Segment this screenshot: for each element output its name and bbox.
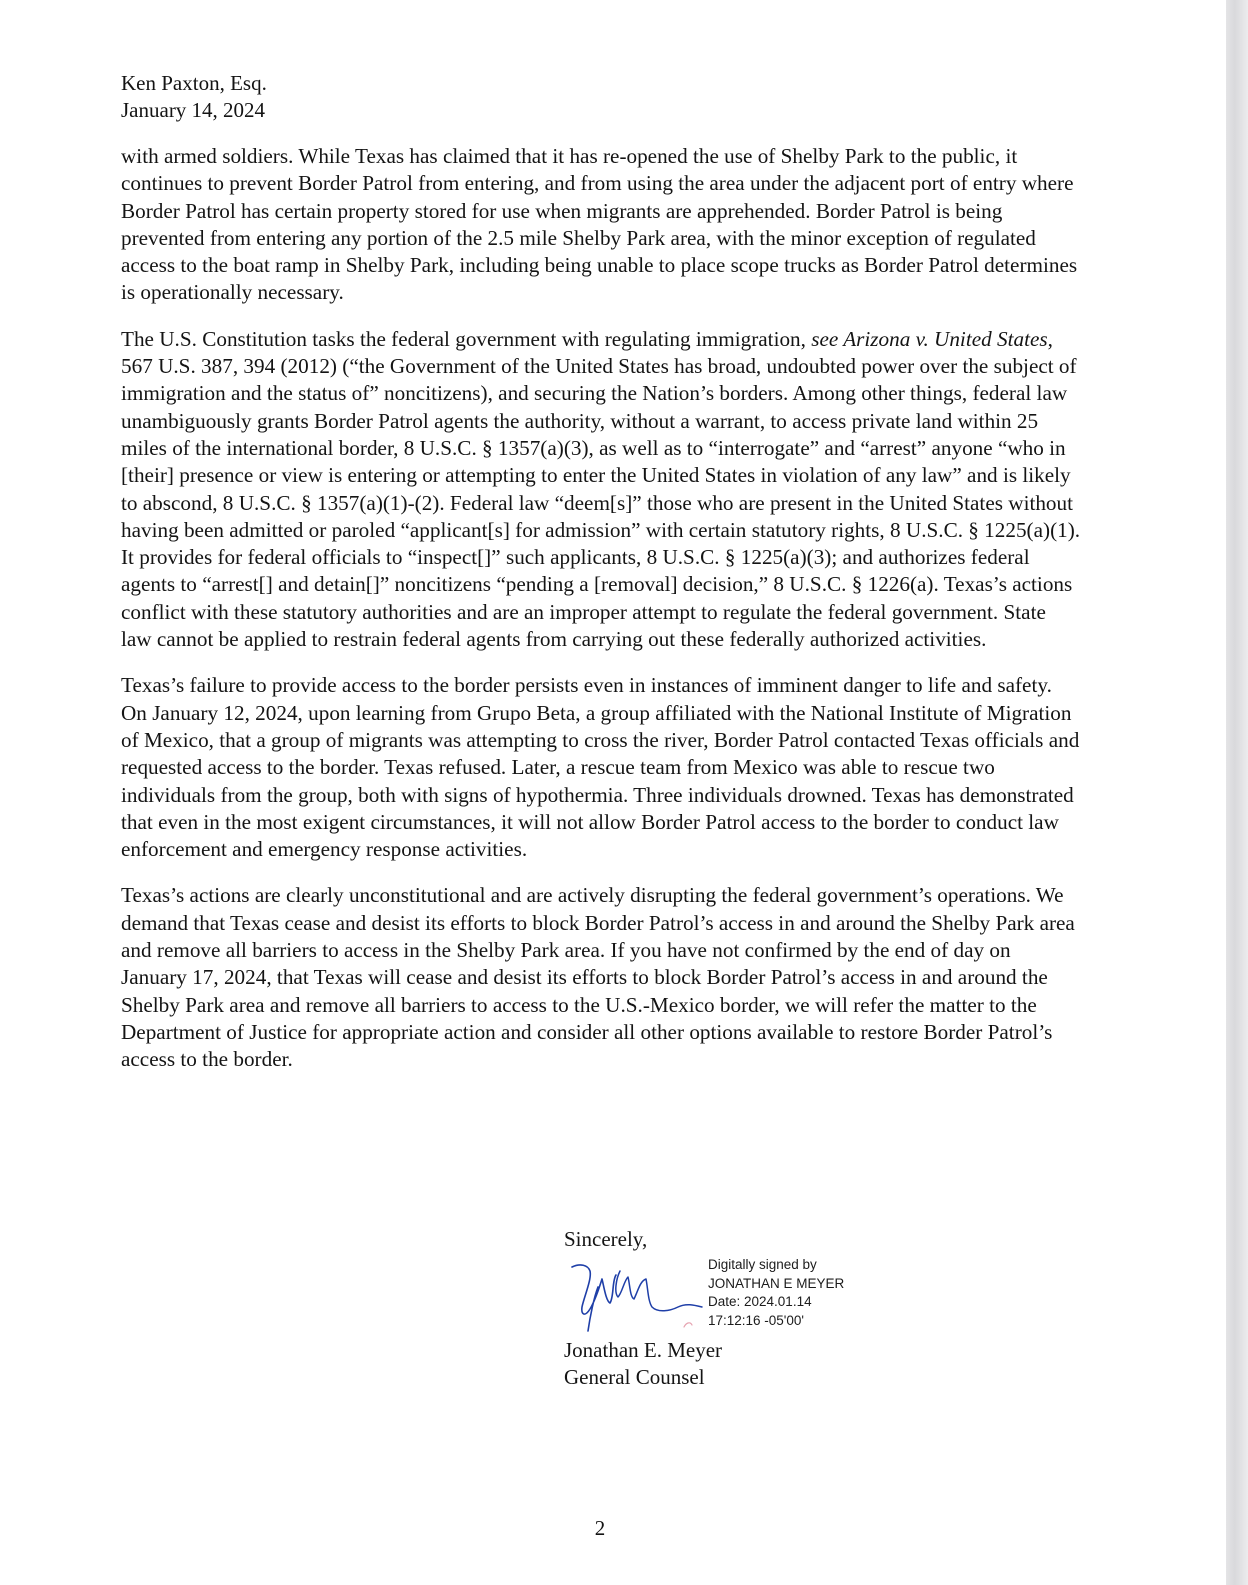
signer-title: General Counsel: [564, 1365, 705, 1389]
paragraph-3: Texas’s failure to provide access to the border persists even in instances of imminent danger to life and safety. On January 12, 2024, upon learning from Grupo Beta, a group affiliated with the National Institute of Migration of Mexico, that a group of migrants was attempting to cross the river, Border Patrol contacted Texas officials and requested access to the border. Texas refused. Later, a rescue team from Mexico was able to rescue two individuals from the group, both with signs of hypothermia. Three individuals drowned. Texas has demonstrated that even in the most exigent circumstances, it will not allow Border Patrol access to the border to conduct law enforcement and emergency response activities.: [121, 673, 1080, 862]
paragraph-2: [121, 326, 1081, 654]
signature-block: [564, 1226, 924, 1391]
letter-header: [121, 70, 267, 124]
digital-signature-line-1: Digitally signed by: [708, 1257, 817, 1272]
digital-signature-line-2: JONATHAN E MEYER: [708, 1275, 845, 1291]
paragraph-4: Texas’s actions are clearly unconstitutional and are actively disrupting the federal government’s operations. We demand that Texas cease and desist its efforts to block Border Patrol’s access in and around the Shelby Park area and remove all barriers to access in the Shelby Park area. If you have not confirmed by the end of day on January 17, 2024, that Texas will cease and desist its efforts to block Border Patrol’s access in and around the Shelby Park area and remove all barriers to access to the U.S.-Mexico border, we will refer the matter to the Department of Justice for appropriate action and consider all other options available to restore Border Patrol’s access to the border.: [121, 883, 1075, 1072]
digital-signature-line-4: 17:12:16 -05'00': [708, 1312, 804, 1328]
digital-signature-stamp: [708, 1256, 844, 1330]
letter-date: January 14, 2024: [121, 98, 266, 122]
case-citation: see Arizona v. United States: [811, 326, 1048, 351]
digital-signature-line-3: Date: 2024.01.14: [708, 1294, 812, 1309]
closing-line: Sincerely,: [564, 1227, 648, 1251]
signer-name: Jonathan E. Meyer: [564, 1338, 723, 1362]
paragraph-2-intro: The U.S. Constitution tasks the federal government with regulating immigration,: [121, 326, 812, 351]
page-number: 2: [594, 1516, 606, 1540]
recipient-line: Ken Paxton, Esq.: [121, 71, 267, 95]
letter-body: [121, 143, 1081, 1093]
signature-row: [564, 1253, 924, 1337]
paragraph-1: with armed soldiers. While Texas has claimed that it has re-opened the use of Shelby Park to the public, it continues to prevent Border Patrol from entering, and from using the area under the adjacent port of entry where Border Patrol has certain property stored for use when migrants are apprehended. Border Patrol is being prevented from entering any portion of the 2.5 mile Shelby Park area, with the minor exception of regulated access to the boat ramp in Shelby Park, including being unable to place scope trucks as Border Patrol determines is operationally necessary.: [121, 144, 1078, 305]
paragraph-2-rest: , 567 U.S. 387, 394 (2012) (“the Government of the United States has broad, undoubted power over the subject of immigration and the status of” noncitizens), and securing the Nation’s borders. Among other things, federal law unambiguously grants Border Patrol agents the authority, without a warrant, to access private land within 25 miles of the international border, 8 U.S.C. § 1357(a)(3), as well as to “interrogate” and “arrest” anyone “who in [their] presence or view is entering or attempting to enter the United States in violation of any law” and is likely to abscond, 8 U.S.C. § 1357(a)(1)-(2). Federal law “deem[s]” those who are present in the United States without having been admitted or paroled “applicant[s] for admission” with certain statutory rights, 8 U.S.C. § 1225(a)(1). It provides for federal officials to “inspect[]” such applicants, 8 U.S.C. § 1225(a)(3); and authorizes federal agents to “arrest[] and detain[]” noncitizens “pending a [removal] decision,” 8 U.S.C. § 1226(a). Texas’s actions conflict with these statutory authorities and are an improper attempt to regulate the federal government. State law cannot be applied to restrain federal agents from carrying out these federally authorized activities.: [121, 326, 1081, 652]
viewer-edge-shadow: [1226, 0, 1248, 1585]
handwritten-signature: [566, 1257, 706, 1335]
